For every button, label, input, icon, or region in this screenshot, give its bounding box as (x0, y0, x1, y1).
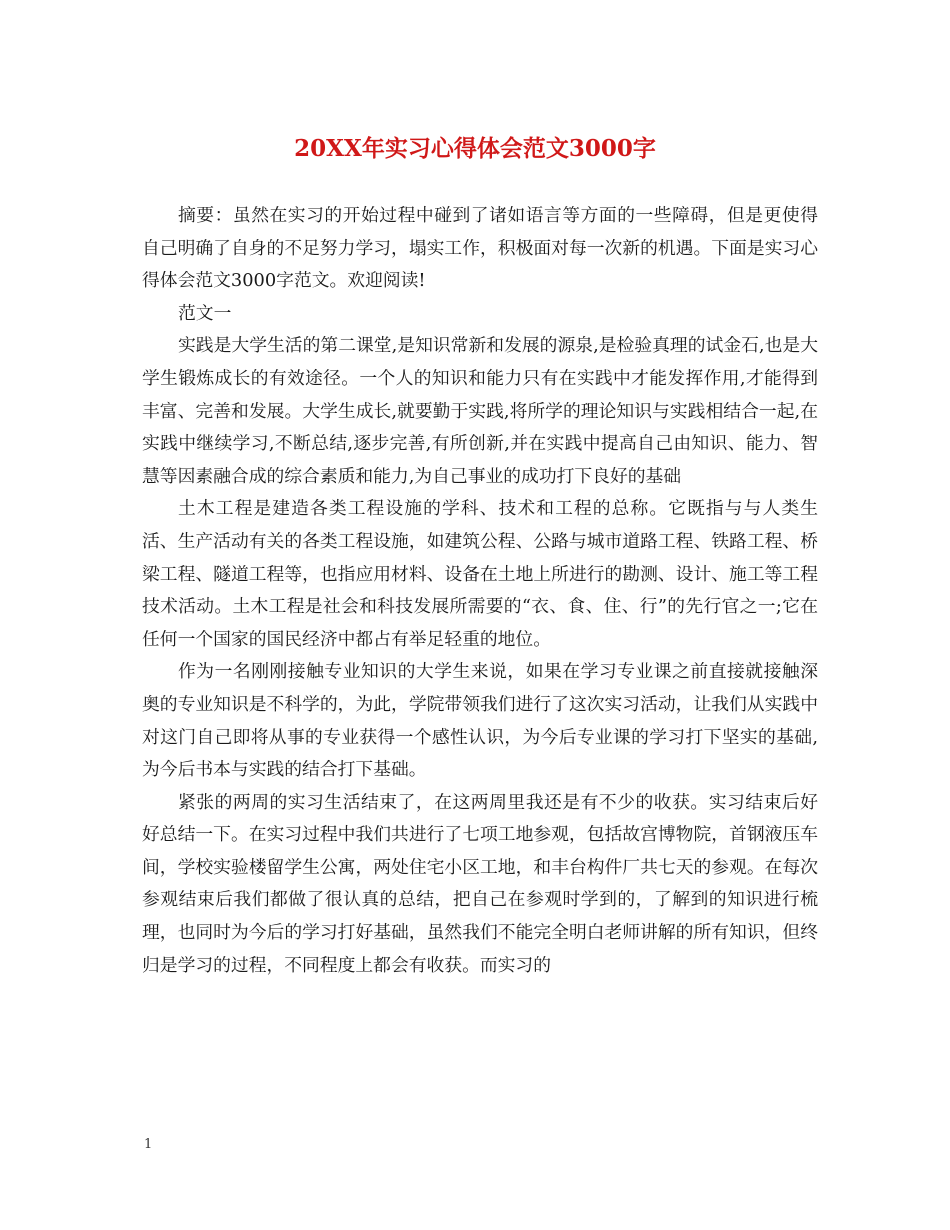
paragraph-heading-sample-one: 范文一 (178, 302, 232, 324)
page-number: 1 (144, 1137, 153, 1152)
paragraph: 作为一名刚刚接触专业知识的大学生来说，如果在学习专业课之前直接就接触深奥的专业知识是不科学的，为此，学院带领我们进行了这次实习活动，让我们从实践中对这门自己即将从事的专业获得一个感性认识，为今后专业课的学习打下坚实的基础,为今后书本与实践的结合打下基础。 (142, 661, 818, 781)
paragraph: 土木工程是建造各类工程设施的学科、技术和工程的总称。它既指与与人类生活、生产活动有关的各类工程设施，如建筑公程、公路与城市道路工程、铁路工程、桥梁工程、隧道工程等，也指应用材料、设备在土地上所进行的勘测、设计、施工等工程技术活动。土木工程是社会和科技发展所需要的“衣、食、住、行”的先行官之一;它在任何一个国家的国民经济中都占有举足轻重的地位。 (142, 498, 819, 650)
paragraph: 实践是大学生活的第二课堂,是知识常新和发展的源泉,是检验真理的试金石,也是大学生锻炼成长的有效途径。一个人的知识和能力只有在实践中才能发挥作用,才能得到丰富、完善和发展。大学生成长,就要勤于实践,将所学的理论知识与实践相结合一起,在实践中继续学习,不断总结,逐步完善,有所创新,并在实践中提高自己由知识、能力、智慧等因素融合成的综合素质和能力,为自己事业的成功打下良好的基础 (142, 335, 818, 487)
paragraph-abstract: 摘要：虽然在实习的开始过程中碰到了诸如语言等方面的一些障碍，但是更使得自己明确了自身的不足努力学习，塌实工作，积极面对每一次新的机遇。下面是实习心得体会范文3000字范文。欢迎阅读! (142, 205, 818, 292)
document-title: 20XX年实习心得体会范文3000字 (294, 135, 656, 162)
document-body (142, 200, 818, 982)
paragraph: 紧张的两周的实习生活结束了，在这两周里我还是有不少的收获。实习结束后好好总结一下。在实习过程中我们共进行了七项工地参观，包括故宫博物院，首钢液压车间，学校实验楼留学生公寓，两处住宅小区工地，和丰台构件厂共七天的参观。在每次参观结束后我们都做了很认真的总结，把自己在参观时学到的，了解到的知识进行梳理，也同时为今后的学习打好基础，虽然我们不能完全明白老师讲解的所有知识，但终归是学习的过程，不同程度上都会有收获。而实习的 (142, 791, 818, 976)
